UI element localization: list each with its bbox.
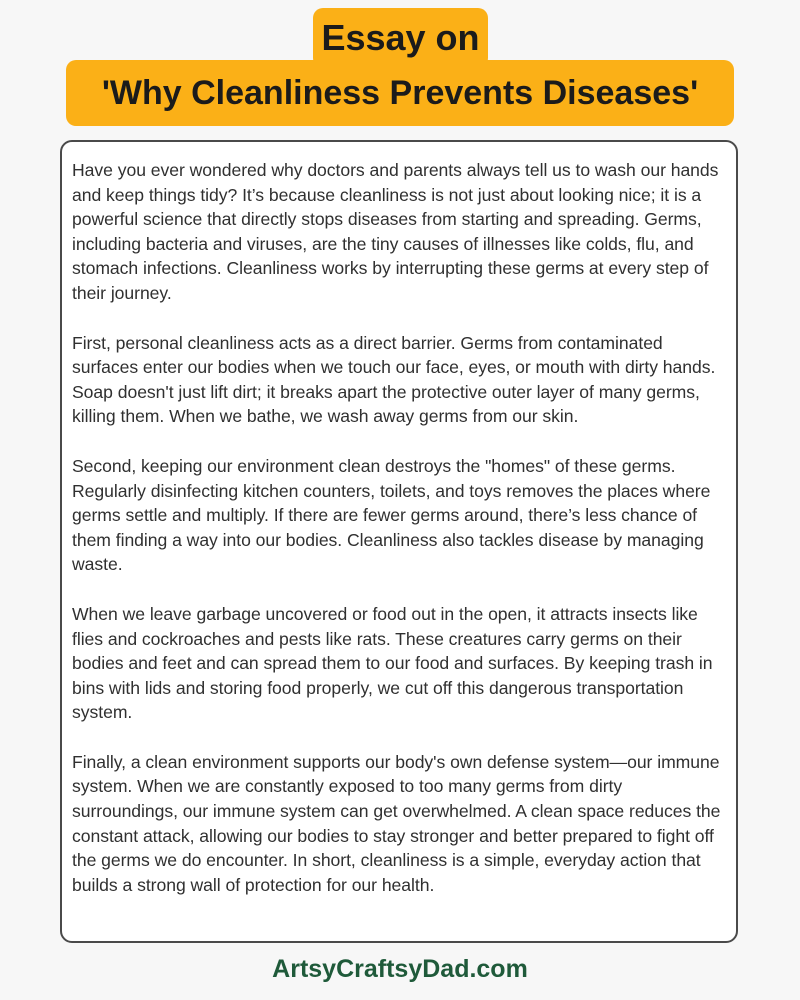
title-line-1: Essay on bbox=[313, 8, 488, 68]
essay-card bbox=[60, 140, 738, 943]
essay-paragraph: First, personal cleanliness acts as a direct barrier. Germs from contaminated surfaces enter our bodies when we touch our face, eyes, or mouth with dirty hands. Soap doesn't just lift dirt; it breaks apart the protective outer layer of many germs, killing them. When we bathe, we wash away germs from our skin. bbox=[72, 332, 716, 427]
essay-paragraph: Have you ever wondered why doctors and parents always tell us to wash our hands and keep things tidy? It’s because cleanliness is not just about looking nice; it is a powerful science that directly stops diseases from starting and spreading. Germs, including bacteria and viruses, are the tiny causes of illnesses like colds, flu, and stomach infections. Cleanliness works by interrupting these germs at every step of their journey. bbox=[72, 160, 719, 303]
essay-paragraph: Finally, a clean environment supports our body's own defense system—our immune system. When we are constantly exposed to too many germs from dirty surroundings, our immune system can get overwhelmed. A clean space reduces the constant attack, allowing our bodies to stay stronger and better prepared to fight off the germs we do encounter. In short, cleanliness is a simple, everyday action that builds a strong wall of protection for our health. bbox=[72, 751, 721, 895]
essay-paragraph: When we leave garbage uncovered or food out in the open, it attracts insects like flies and cockroaches and pests like rats. These creatures carry germs on their bodies and feet and can spread them to our food and surfaces. By keeping trash in bins with lids and storing food properly, we cut off this dangerous transportation system. bbox=[72, 603, 713, 723]
title-line-2: 'Why Cleanliness Prevents Diseases' bbox=[66, 60, 734, 126]
site-footer: ArtsyCraftsyDad.com bbox=[272, 955, 528, 983]
essay-paragraph: Second, keeping our environment clean destroys the "homes" of these germs. Regularly disinfecting kitchen counters, toilets, and toys removes the places where germs settle and multiply. If there are fewer germs around, there’s less chance of them finding a way into our bodies. Cleanliness also tackles disease by managing waste. bbox=[72, 455, 711, 575]
